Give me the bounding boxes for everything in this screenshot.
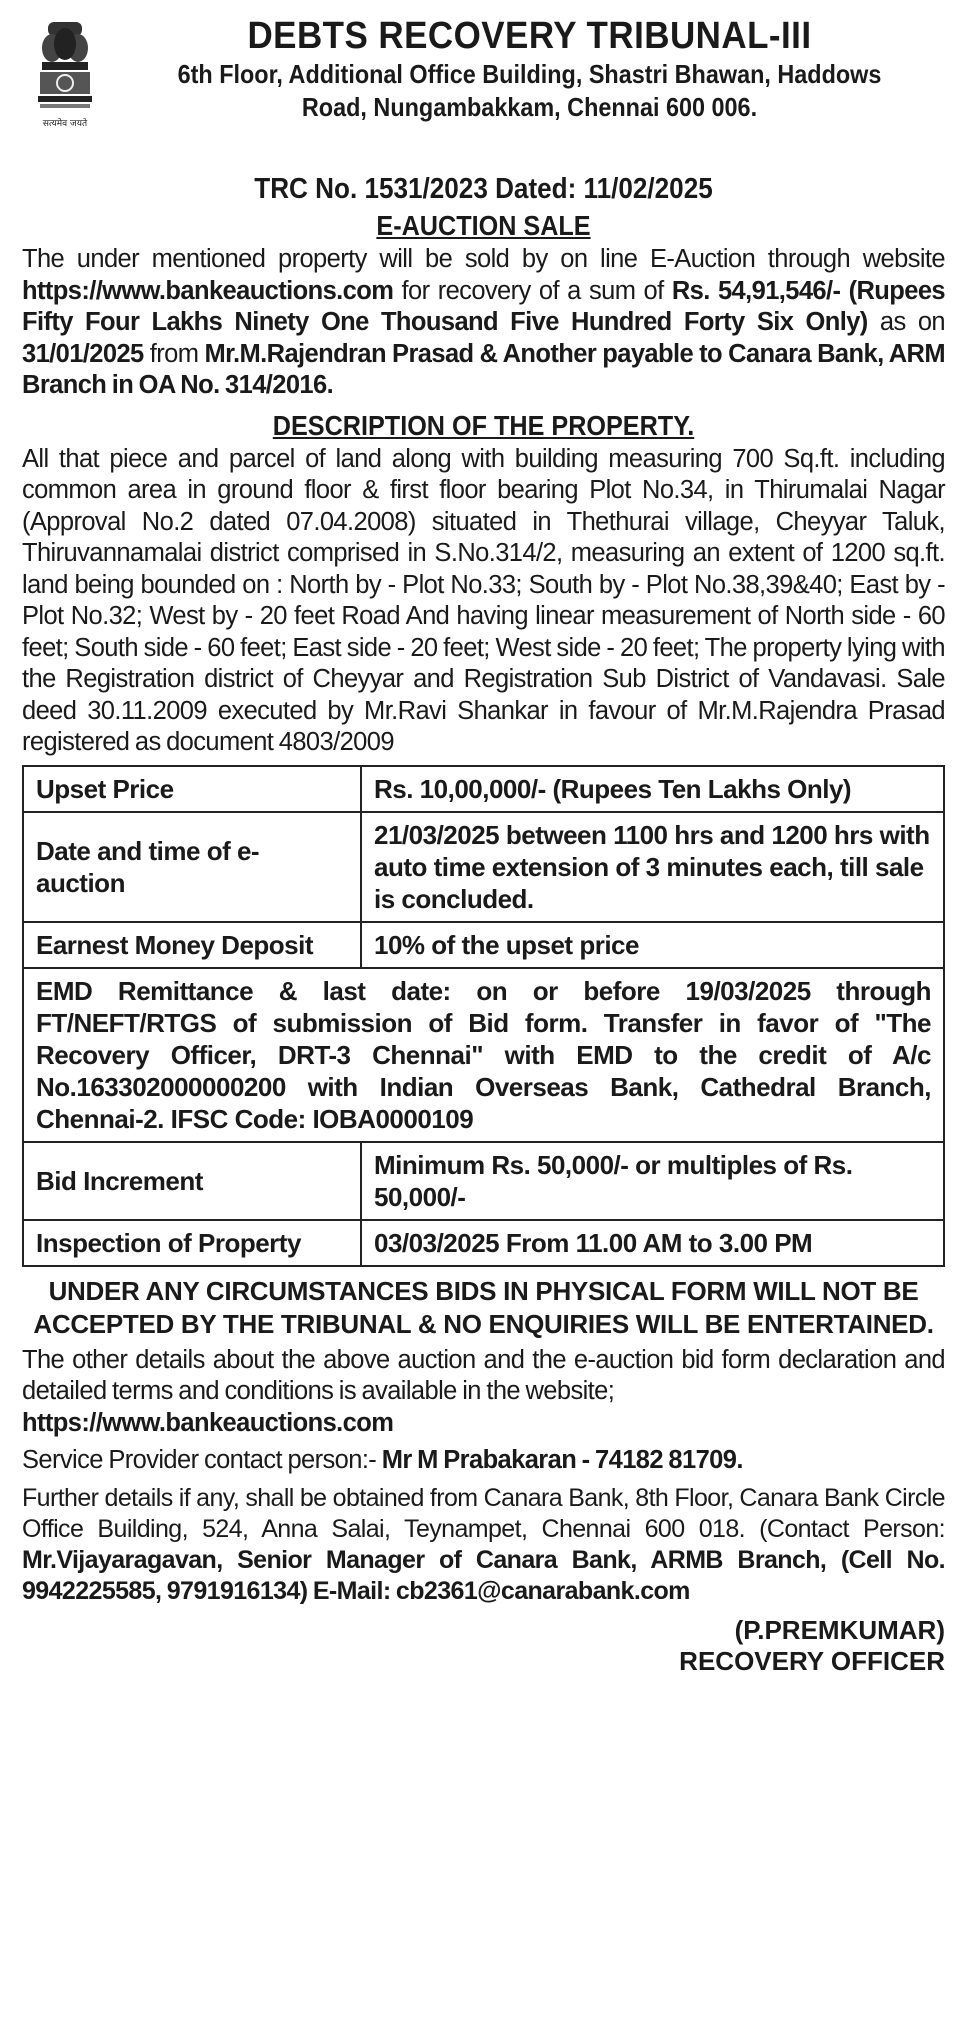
intro-paragraph [22, 244, 945, 402]
emd-value: 10% of the upset price [361, 922, 944, 968]
inspection-label: Inspection of Property [23, 1220, 361, 1266]
auction-website: https://www.bankeauctions.com [22, 276, 394, 305]
table-row [23, 766, 944, 812]
sale-title: E-AUCTION SALE [376, 210, 591, 241]
address-line-1: 6th Floor, Additional Office Building, Shastri Bhawan, Haddows [177, 59, 882, 89]
bank-contact-person: Mr.Vijayaragavan, Senior Manager of Canara Bank, ARMB Branch, (Cell No. 9942225585, 9791916134) E-Mail: cb2361@canarabank.com [22, 1545, 945, 1605]
header-text [114, 14, 945, 124]
service-provider-contact: Mr M Prabakaran - 74182 81709. [381, 1446, 743, 1474]
service-provider-label: Service Provider contact person:- [22, 1446, 382, 1474]
table-row [23, 968, 944, 1142]
table-row [23, 922, 944, 968]
tribunal-title: DEBTS RECOVERY TRIBUNAL-III [247, 15, 812, 57]
further-details [22, 1483, 945, 1607]
intro-text-3: as on [867, 308, 945, 336]
address-line-2: Road, Nungambakkam, Chennai 600 006. [301, 92, 758, 122]
amount-date: 31/01/2025 [22, 339, 144, 368]
national-emblem-icon [30, 18, 100, 138]
bid-increment-value: Minimum Rs. 50,000/- or multiples of Rs. 50,000/- [361, 1142, 944, 1220]
further-details-text: Further details if any, shall be obtained from Canara Bank, 8th Floor, Canara Bank Circle Office Building, 524, Anna Salai, Teynampet, Chennai 600 018. (Contact Person: [22, 1483, 945, 1543]
trc-number: TRC No. 1531/2023 Dated: 11/02/2025 [254, 173, 713, 205]
other-details-website: https://www.bankeauctions.com [22, 1408, 394, 1437]
bid-increment-label: Bid Increment [23, 1142, 361, 1220]
emd-remittance: EMD Remittance & last date: on or before 19/03/2025 through FT/NEFT/RTGS of submission of Bid form. Transfer in favor of "The Recovery Officer, DRT-3 Chennai" with EMD to the credit of A/c No.163302000000200 with Indian Overseas Bank, Cathedral Branch, Chennai-2. IFSC Code: IOBA0000109 [23, 968, 944, 1142]
physical-bid-warning: UNDER ANY CIRCUMSTANCES BIDS IN PHYSICAL FORM WILL NOT BE ACCEPTED BY THE TRIBUNAL & NO ENQUIRIES WILL BE ENTERTAINED. [33, 1275, 934, 1339]
other-details [22, 1345, 945, 1440]
table-row [23, 1142, 944, 1220]
property-description: All that piece and parcel of land along with building measuring 700 Sq.ft. including common area in ground floor & first floor bearing Plot No.34, in Thirumalai Nagar (Approval No.2 dated 07.04.2008) situated in Thethurai village, Cheyyar Taluk, Thiruvannamalai district comprised in S.No.314/2, measuring an extent of 1200 sq.ft. land being bounded on : North by - Plot No.33; South by - Plot No.38,39&40; East by - Plot No.32; West by - 20 feet Road And having linear measurement of North side - 60 feet; South side - 60 feet; East side - 20 feet; West side - 20 feet; The property lying with the Registration district of Cheyyar and Registration Sub District of Vandavasi. Sale deed 30.11.2009 executed by Mr.Ravi Shankar in favour of Mr.M.Rajendra Prasad registered as document 4803/2009 [22, 444, 945, 756]
other-details-text: The other details about the above auction and the e-auction bid form declaration and detailed terms and conditions is available in the website; [22, 1345, 945, 1405]
table-row [23, 812, 944, 922]
auction-date-label: Date and time of e-auction [23, 812, 361, 922]
intro-text-2: for recovery of a sum of [393, 276, 672, 305]
signature-block [22, 1615, 945, 1677]
officer-designation: RECOVERY OFFICER [679, 1645, 945, 1676]
auction-details-table [22, 765, 945, 1267]
intro-text-4: from [143, 339, 205, 368]
description-title: DESCRIPTION OF THE PROPERTY. [272, 409, 695, 441]
upset-price-value: Rs. 10,00,000/- (Rupees Ten Lakhs Only) [361, 766, 944, 812]
service-provider [22, 1445, 945, 1477]
intro-text-1: The under mentioned property will be sold by on line E-Auction through website [22, 245, 945, 273]
debtor-details: Mr.M.Rajendran Prasad & Another payable to Canara Bank, ARM Branch in OA No. 314/2016. [22, 339, 945, 399]
officer-name: (P.PREMKUMAR) [734, 1614, 945, 1645]
recovery-amount: Rs. 54,91,546/- (Rupees Fifty Four Lakhs Ninety One Thousand Five Hundred Forty Six Only) [22, 276, 946, 336]
table-row [23, 1220, 944, 1266]
emblem-caption: सत्यमेव जयते [42, 119, 88, 129]
upset-price-label: Upset Price [23, 766, 361, 812]
emd-label: Earnest Money Deposit [23, 922, 361, 968]
inspection-value: 03/03/2025 From 11.00 AM to 3.00 PM [361, 1220, 944, 1266]
auction-date-value: 21/03/2025 between 1100 hrs and 1200 hrs with auto time extension of 3 minutes each, till sale is concluded. [361, 812, 944, 922]
notice-header [22, 14, 945, 166]
